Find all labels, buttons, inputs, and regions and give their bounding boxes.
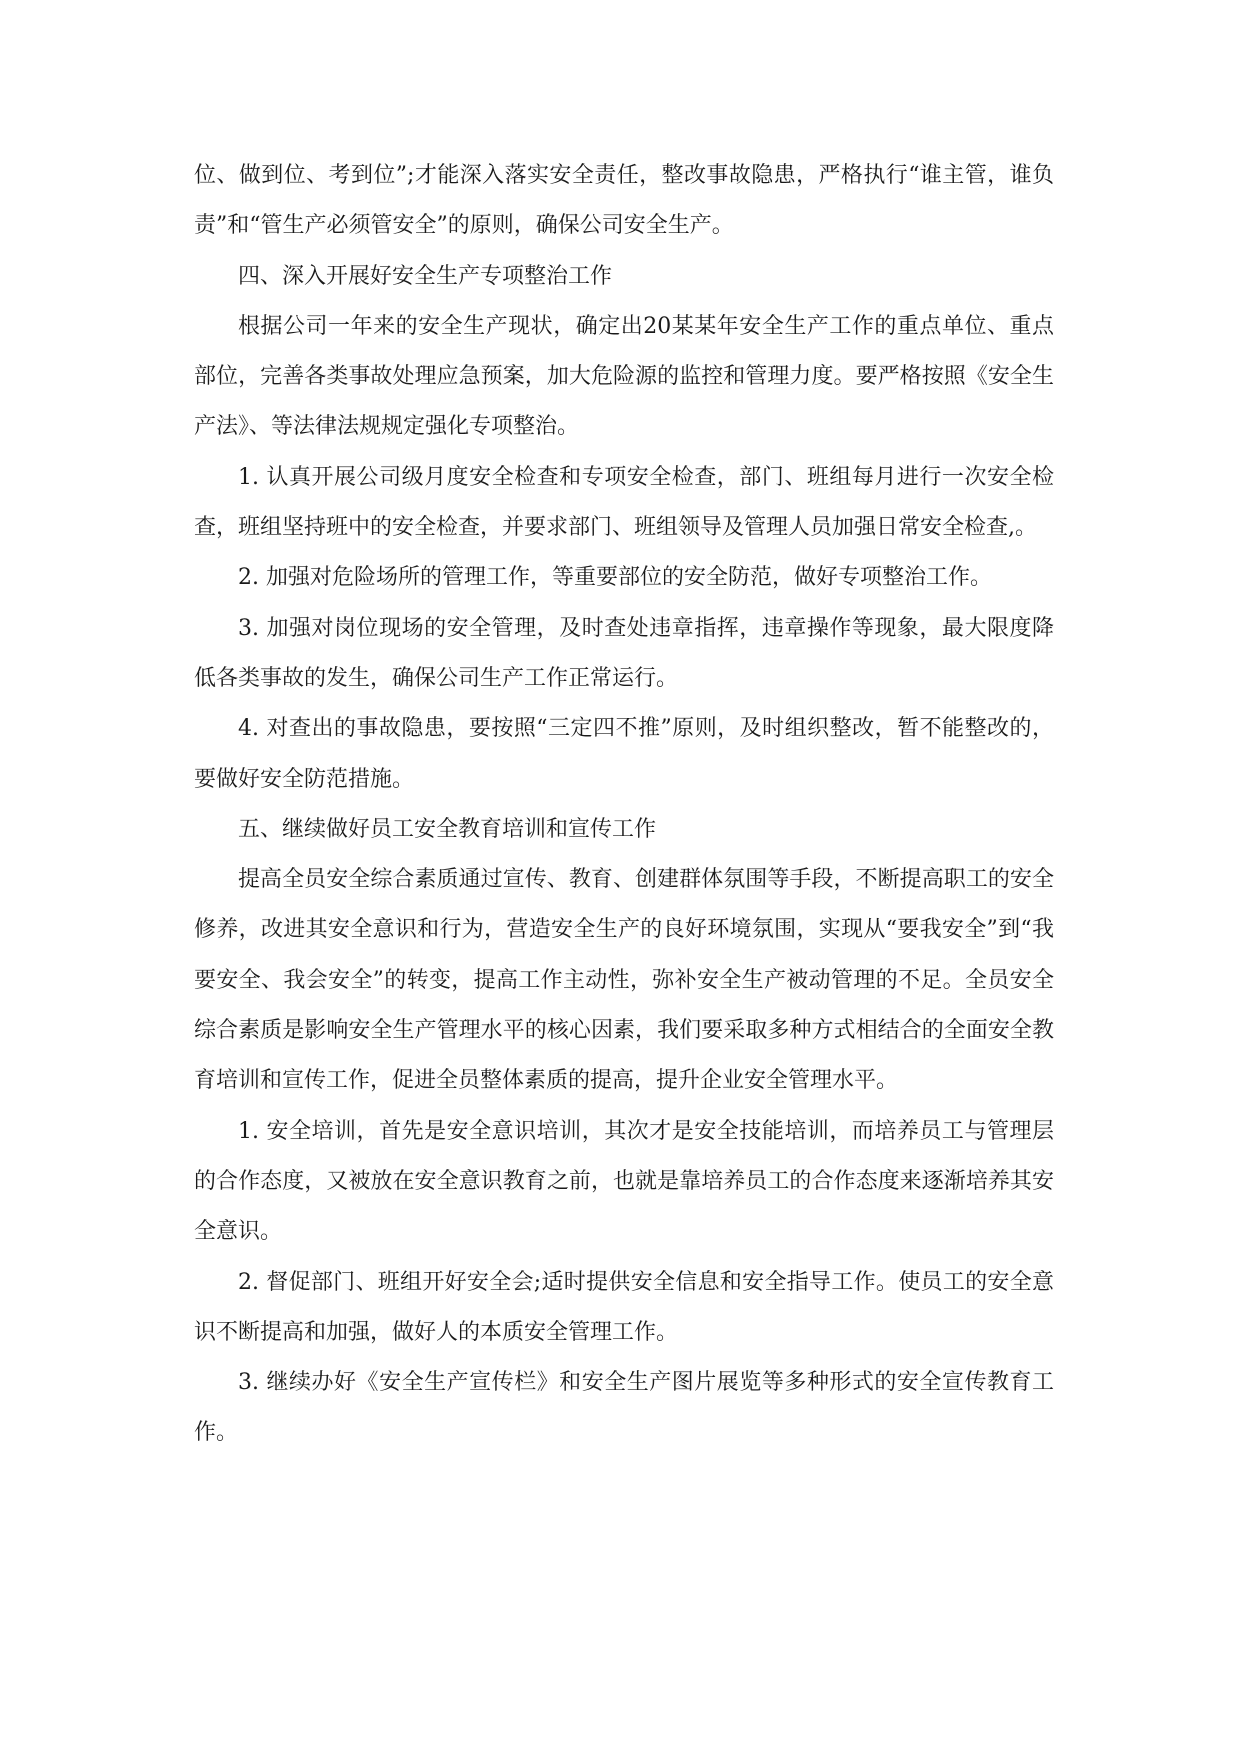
list-item: 1. 安全培训，首先是安全意识培训，其次才是安全技能培训，而培养员工与管理层的合作态度，又被放在安全意识教育之前，也就是靠培养员工的合作态度来逐渐培养其安全意识。 [194,1118,1054,1245]
document-body [194,151,1054,1459]
list-item: 3. 继续办好《安全生产宣传栏》和安全生产图片展览等多种形式的安全宣传教育工作。 [194,1370,1054,1446]
list-item: 1. 认真开展公司级月度安全检查和专项安全检查，部门、班组每月进行一次安全检查，班组坚持班中的安全检查，并要求部门、班组领导及管理人员加强日常安全检查,。 [194,464,1054,541]
list-item: 3. 加强对岗位现场的安全管理，及时查处违章指挥，违章操作等现象，最大限度降低各类事故的发生，确保公司生产工作正常运行。 [194,615,1054,691]
section-heading-5: 五、继续做好员工安全教育培训和宣传工作 [238,816,657,842]
list-item: 2. 督促部门、班组开好安全会;适时提供安全信息和安全指导工作。使员工的安全意识不断提高和加强，做好人的本质安全管理工作。 [194,1269,1054,1345]
paragraph-continuation: 位、做到位、考到位”;才能深入落实安全责任，整改事故隐患，严格执行“谁主管，谁负责”和“管生产必须管安全”的原则，确保公司安全生产。 [194,163,1054,239]
section-heading-4: 四、深入开展好安全生产专项整治工作 [238,263,613,289]
paragraph: 根据公司一年来的安全生产现状，确定出20某某年安全生产工作的重点单位、重点部位，完善各类事故处理应急预案，加大危险源的监控和管理力度。要严格按照《安全生产法》、等法律法规规定强化专项整治。 [194,313,1054,440]
list-item: 4. 对查出的事故隐患，要按照“三定四不推”原则，及时组织整改，暂不能整改的，要做好安全防范措施。 [194,716,1054,792]
list-item: 2. 加强对危险场所的管理工作，等重要部位的安全防范，做好专项整治工作。 [238,565,992,591]
paragraph: 提高全员安全综合素质通过宣传、教育、创建群体氛围等手段，不断提高职工的安全修养，改进其安全意识和行为，营造安全生产的良好环境氛围，实现从“要我安全”到“我要安全、我会安全”的转变，提高工作主动性，弥补安全生产被动管理的不足。全员安全综合素质是影响安全生产管理水平的核心因素，我们要采取多种方式相结合的全面安全教育培训和宣传工作，促进全员整体素质的提高，提升企业安全管理水平。 [194,867,1054,1094]
